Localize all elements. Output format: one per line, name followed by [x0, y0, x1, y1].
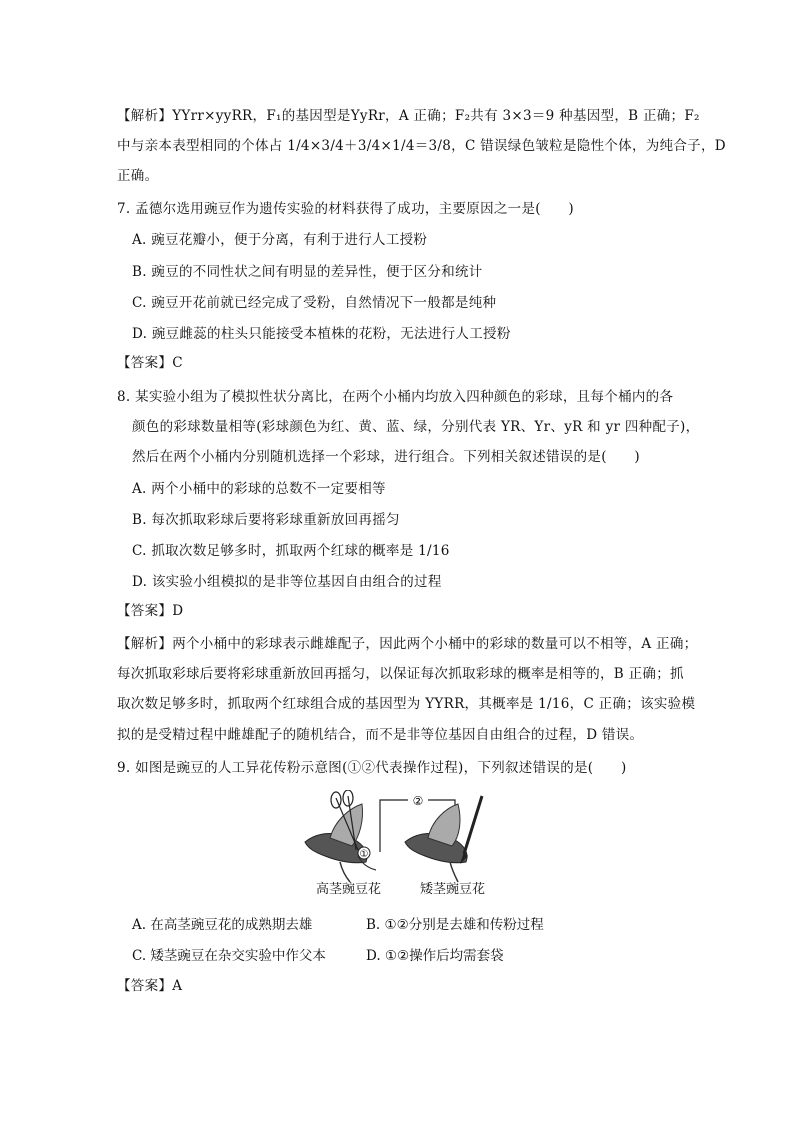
q8-option-b: B. 每次抓取彩球后要将彩球重新放回再摇匀	[132, 512, 400, 528]
q9-option-a: A. 在高茎豌豆花的成熟期去雄	[132, 917, 313, 933]
caption-dwarf-pea: 矮茎豌豆花	[420, 882, 486, 897]
q7-answer: 【答案】C	[117, 355, 183, 371]
q8-stem-line-1: 8. 某实验小组为了模拟性状分离比，在两个小桶内均放入四种颜色的彩球，且每个桶内的各	[117, 389, 674, 405]
q9-option-c: C. 矮茎豌豆在杂交实验中作父本	[132, 948, 326, 964]
q8-stem-line-2: 颜色的彩球数量相等(彩球颜色为红、黄、蓝、绿，分别代表 YR、Yr、yR 和 yr 四种配子)，	[132, 419, 700, 435]
q7-option-d: D. 豌豆雌蕊的柱头只能接受本植株的花粉，无法进行人工授粉	[132, 326, 511, 342]
step1-label: ①	[359, 849, 369, 860]
q7-stem: 7. 孟德尔选用豌豆作为遗传实验的材料获得了成功，主要原因之一是( )	[117, 201, 575, 217]
q8-analysis-line-1: 【解析】两个小桶中的彩球表示雌雄配子，因此两个小桶中的彩球的数量可以不相等，A 正确；	[117, 636, 698, 652]
q7-option-c: C. 豌豆开花前就已经完成了受粉，自然情况下一般都是纯种	[132, 295, 497, 311]
q7-option-b: B. 豌豆的不同性状之间有明显的差异性，便于区分和统计	[132, 264, 483, 280]
q6-analysis-line-3: 正确。	[117, 168, 159, 184]
q7-option-a: A. 豌豆花瓣小，便于分离，有利于进行人工授粉	[132, 232, 428, 248]
q8-analysis-line-3: 取次数足够多时，抓取两个红球组合成的基因型为 YYRR，其概率是 1/16，C 正确；该实验模	[117, 696, 696, 712]
q8-analysis-line-4: 拟的是受精过程中雌雄配子的随机结合，而不是非等位基因自由组合的过程，D 错误。	[117, 727, 644, 743]
caption-tall-pea: 高茎豌豆花	[316, 882, 382, 897]
q6-analysis-line-1: 【解析】YYrr×yyRR，F₁的基因型是YyRr，A 正确；F₂共有 3×3＝9 种基因型，B 正确；F₂	[117, 108, 700, 124]
q9-answer: 【答案】A	[117, 978, 183, 994]
step2-label: ②	[412, 794, 424, 808]
q9-option-b: B. ①②分别是去雄和传粉过程	[366, 917, 544, 933]
q8-option-a: A. 两个小桶中的彩球的总数不一定要相等	[132, 481, 386, 497]
q8-answer: 【答案】D	[117, 603, 184, 619]
q8-stem-line-3: 然后在两个小桶内分别随机选择一个彩球，进行组合。下列相关叙述错误的是( )	[132, 449, 640, 465]
q6-analysis-line-2: 中与亲本表型相同的个体占 1/4×3/4＋3/4×1/4＝3/8，C 错误绿色皱粒是隐性个体，为纯合子，D	[117, 138, 726, 154]
q8-option-c: C. 抓取次数足够多时，抓取两个红球的概率是 1/16	[132, 543, 450, 559]
tall-pea-flower-drawing	[305, 804, 376, 882]
dwarf-pea-flower-drawing	[405, 804, 467, 882]
q9-stem: 9. 如图是豌豆的人工异花传粉示意图(①②代表操作过程)，下列叙述错误的是( )	[117, 760, 627, 776]
q8-analysis-line-2: 每次抓取彩球后要将彩球重新放回再摇匀，以保证每次抓取彩球的概率是相等的，B 正确；抓	[117, 666, 684, 682]
q9-option-d: D. ①②操作后均需套袋	[366, 948, 504, 964]
q8-option-d: D. 该实验小组模拟的是非等位基因自由组合的过程	[132, 574, 442, 590]
